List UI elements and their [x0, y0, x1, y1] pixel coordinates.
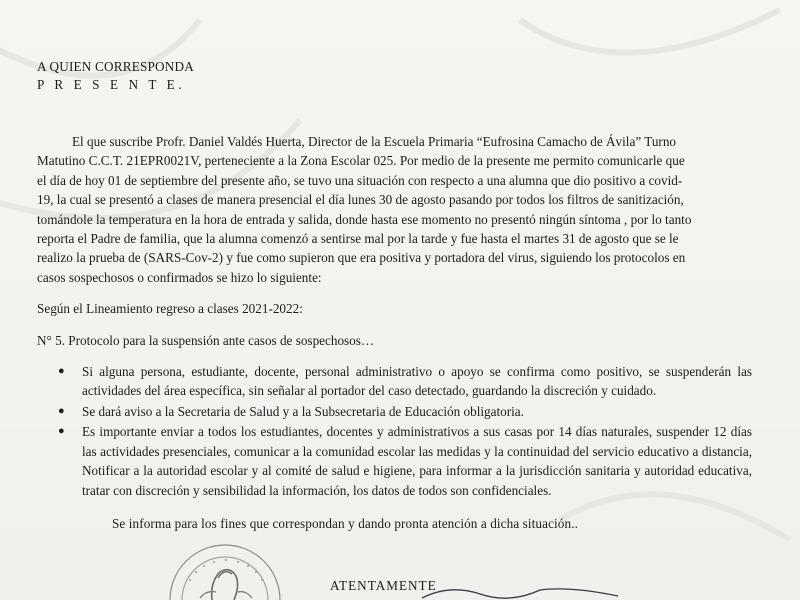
intro-line-8: casos sospechosos o confirmados se hizo lo siguiente:: [37, 269, 322, 285]
mexican-eagle-seal-icon: [160, 520, 290, 600]
intro-line-4: 19, la cual se presentó a clases de manera presencial el día lunes 30 de agosto pasando por todos los filtros de sanitización,: [37, 192, 684, 208]
bullet-icon: ●: [58, 404, 65, 417]
atentamente-line: ATENTAMENTE: [330, 578, 437, 593]
intro-paragraph: [37, 132, 752, 287]
intro-line-3: el día de hoy 01 de septiembre del presente año, se tuvo una situación con respecto a una alumna que dio positivo a covid-: [37, 172, 683, 188]
intro-line-6: reporta el Padre de familia, que la alumna comenzó a sentirse mal por la tarde y fue hasta el martes 31 de agosto que se le: [37, 231, 679, 247]
bullet-icon: ●: [58, 425, 65, 438]
intro-line-7: realizo la prueba de (SARS-Cov-2) y fue como supieron que era positiva y portadora del virus, siguiendo los protocolos en: [37, 250, 686, 266]
intro-line-1: El que suscribe Profr. Daniel Valdés Huerta, Director de la Escuela Primaria “Eufrosina Camacho de Ávila” Turno: [72, 134, 677, 149]
bullet-icon: ●: [58, 365, 65, 378]
closing-line: Se informa para los fines que correspondan y dando pronta atención a dicha situación..: [112, 516, 578, 531]
addressee-line: A QUIEN CORRESPONDA: [37, 59, 194, 74]
bullet-text-3: Es importante enviar a todos los estudiantes, docentes y administrativos a sus casas por 14 días naturales, suspender 12 días las actividades presenciales, comunicar a la comunidad escolar las medidas y la continuidad del servicio educativo a distancia, Notificar a la autoridad escolar y al comité de salud e higiene, para informar a la jurisdicción sanitaria y autoridad educativa, tratar con discreción y sensibilidad la información, los datos de todos son confidenciales.: [82, 424, 752, 498]
protocol-bullet-list: [37, 362, 752, 500]
list-item: [58, 362, 752, 401]
bullet-text-2: Se dará aviso a la Secretaria de Salud y a la Subsecretaria de Educación obligatoria.: [82, 403, 524, 419]
list-item: [58, 402, 752, 421]
intro-line-2: Matutino C.C.T. 21EPR0021V, perteneciente a la Zona Escolar 025. Por medio de la presente me permito comunicarle que: [37, 153, 685, 169]
list-item: [58, 422, 752, 500]
letter-body: [37, 132, 752, 501]
presente-line: P R E S E N T E.: [37, 77, 186, 92]
bullet-text-1: Si alguna persona, estudiante, docente, personal administrativo o apoyo se confirma como positivo, se suspenderán las actividades del área específica, sin señalar al portador del caso detectado, guardando la discreción y cuidado.: [82, 364, 752, 399]
protocolo-heading: N° 5. Protocolo para la suspensión ante casos de sospechosos…: [37, 332, 375, 348]
addressee-block: [37, 58, 194, 94]
intro-line-5: tomándole la temperatura en la hora de entrada y salida, donde hasta ese momento no presentó ningún síntoma , por lo tanto: [37, 211, 692, 227]
lineamiento-line: Según el Lineamiento regreso a clases 2021-2022:: [37, 301, 303, 317]
signature-stroke-icon: [420, 580, 620, 600]
